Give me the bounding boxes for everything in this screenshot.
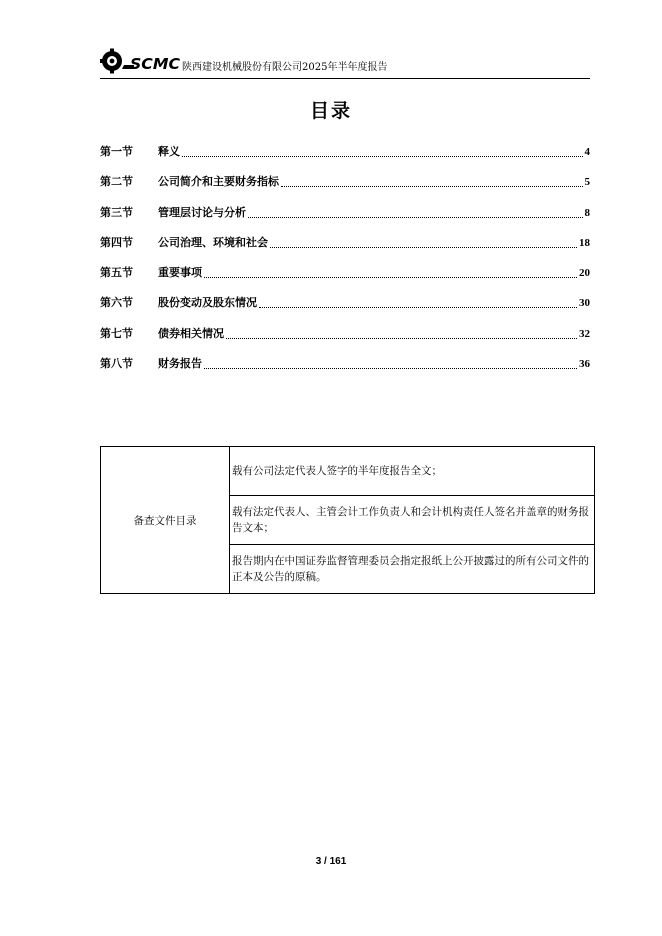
toc-page-number: 30	[579, 297, 590, 310]
toc-page-number: 18	[579, 236, 590, 249]
company-logo	[100, 47, 182, 77]
toc-page-number: 36	[579, 358, 590, 371]
table-of-contents	[100, 145, 590, 387]
toc-entry-label: 管理层讨论与分析	[158, 205, 246, 219]
toc-leader-dots	[204, 266, 577, 278]
reference-documents-table	[100, 446, 595, 594]
toc-page-number: 20	[579, 267, 590, 280]
toc-page-number: 8	[584, 206, 590, 219]
toc-entry-label: 财务报告	[158, 357, 202, 371]
reference-documents-label: 备查文件目录	[101, 447, 230, 594]
toc-leader-dots	[226, 327, 577, 339]
toc-entry[interactable]	[100, 357, 590, 387]
report-header-title: 陕西建设机械股份有限公司2025年半年度报告	[182, 62, 388, 73]
toc-title: 目录	[309, 100, 352, 122]
toc-section-number: 第四节	[100, 235, 133, 249]
page-indicator: 3 / 161	[315, 856, 347, 867]
toc-entry[interactable]	[100, 175, 590, 205]
page-header	[100, 44, 590, 79]
toc-entry-label: 公司简介和主要财务指标	[158, 175, 279, 189]
toc-section-number: 第六节	[100, 296, 133, 310]
reference-document-item: 载有公司法定代表人签字的半年度报告全文；	[230, 447, 595, 496]
toc-entry[interactable]	[100, 266, 590, 296]
toc-leader-dots	[248, 206, 583, 218]
toc-entry-label: 公司治理、环境和社会	[158, 235, 268, 249]
toc-section-number: 第一节	[100, 145, 133, 158]
toc-leader-dots	[182, 145, 583, 157]
toc-page-number: 32	[579, 327, 590, 340]
toc-entry[interactable]	[100, 236, 590, 266]
toc-entry-label: 重要事项	[158, 266, 202, 280]
toc-page-number: 4	[584, 146, 590, 158]
toc-leader-dots	[204, 357, 577, 369]
toc-entry[interactable]	[100, 145, 590, 175]
reference-document-item: 载有法定代表人、主管会计工作负责人和会计机构责任人签名并盖章的财务报告文本；	[230, 496, 595, 545]
toc-section-number: 第五节	[100, 266, 133, 280]
toc-entry-label: 释义	[158, 145, 180, 158]
toc-section-number: 第二节	[100, 175, 133, 189]
toc-section-number: 第八节	[100, 357, 133, 371]
toc-entry[interactable]	[100, 327, 590, 357]
toc-section-number: 第三节	[100, 205, 133, 219]
toc-section-number: 第七节	[100, 326, 133, 340]
toc-leader-dots	[281, 175, 583, 187]
reference-document-item: 报告期内在中国证券监督管理委员会指定报纸上公开披露过的所有公司文件的正本及公告的原稿。	[230, 545, 595, 594]
toc-entry[interactable]	[100, 296, 590, 326]
toc-entry-label: 债券相关情况	[158, 326, 224, 340]
toc-entry-label: 股份变动及股东情况	[158, 296, 257, 310]
toc-leader-dots	[259, 296, 577, 308]
toc-leader-dots	[270, 236, 577, 248]
svg-text:SCMC: SCMC	[130, 55, 180, 73]
toc-page-number: 5	[584, 176, 590, 189]
toc-entry[interactable]	[100, 206, 590, 236]
